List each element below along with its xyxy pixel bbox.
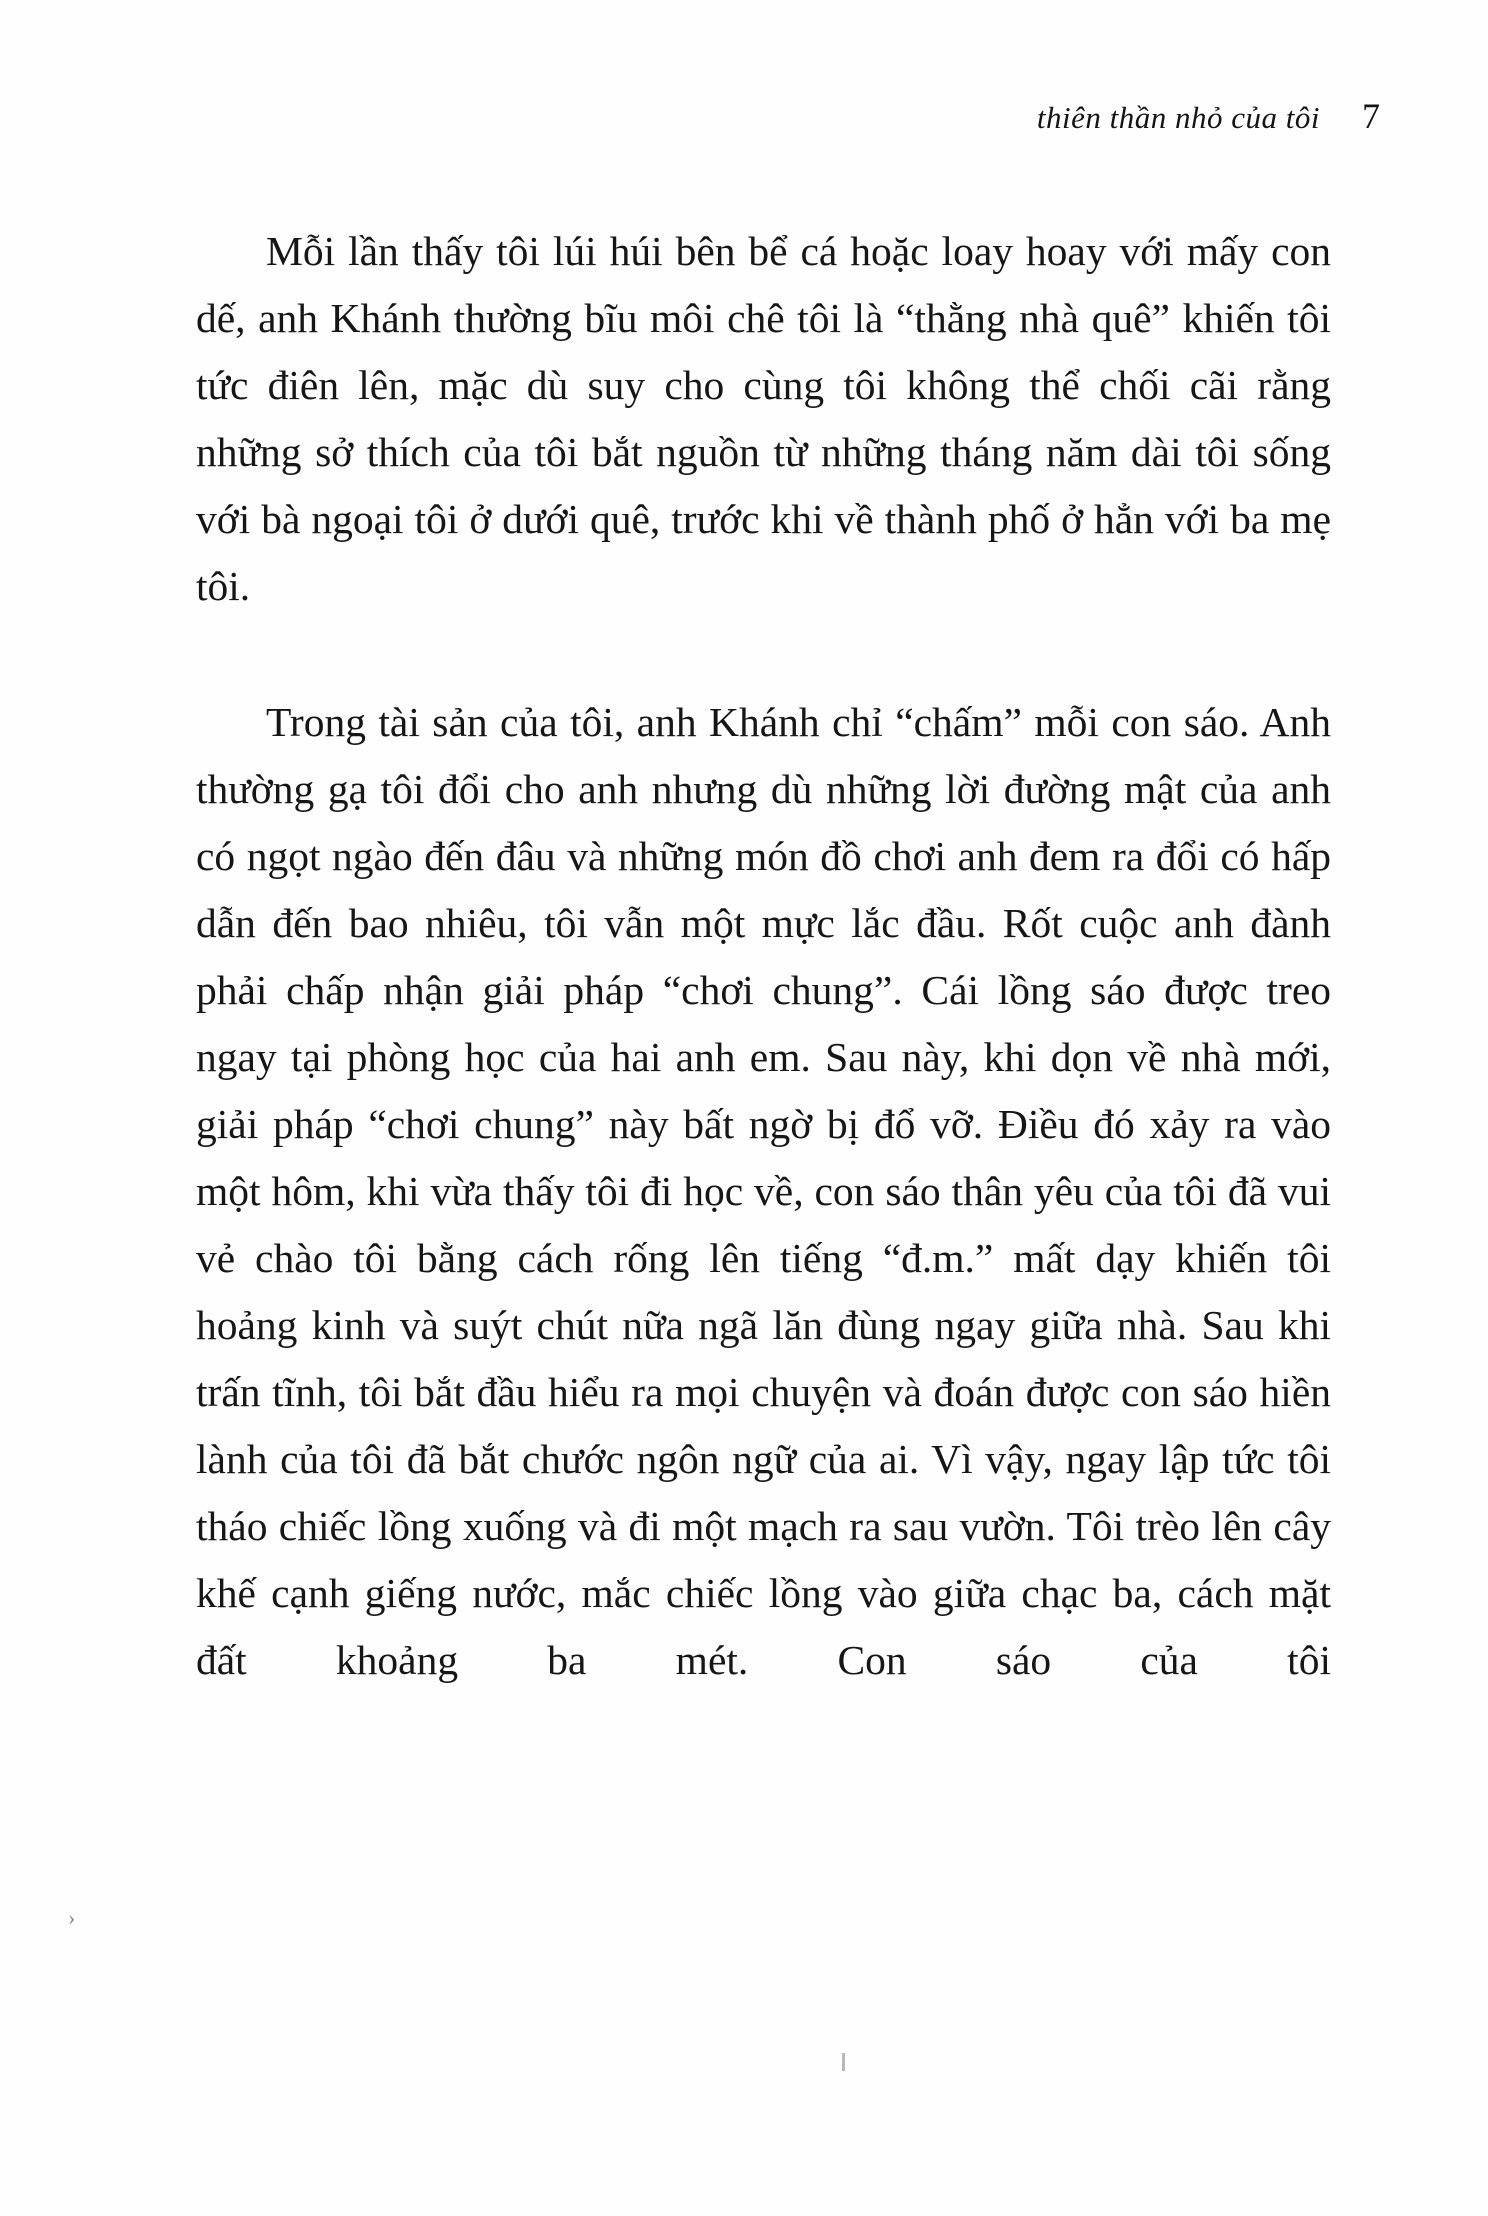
paragraph: Mỗi lần thấy tôi lúi húi bên bể cá hoặc loay hoay với mấy con dế, anh Khánh thường bĩu môi chê tôi là “thằng nhà quê” khiến tôi tức điên lên, mặc dù suy cho cùng tôi không thể chối cãi rằng những sở thích của tôi bắt nguồn từ những tháng năm dài tôi sống với bà ngoại tôi ở dưới quê, trước khi về thành phố ở hẳn với ba mẹ tôi.	[196, 228, 1331, 609]
body-text	[196, 218, 1331, 1763]
left-margin-mark: ›	[68, 1905, 76, 1930]
running-title: thiên thần nhỏ của tôi	[1036, 100, 1320, 135]
page-number: 7	[1362, 96, 1380, 136]
page-header	[0, 95, 1380, 137]
paragraph: Trong tài sản của tôi, anh Khánh chỉ “chấm” mỗi con sáo. Anh thường gạ tôi đổi cho anh nhưng dù những lời đường mật của anh có ngọt ngào đến đâu và những món đồ chơi anh đem ra đổi có hấp dẫn đến bao nhiêu, tôi vẫn một mực lắc đầu. Rốt cuộc anh đành phải chấp nhận giải pháp “chơi chung”. Cái lồng sáo được treo ngay tại phòng học của hai anh em. Sau này, khi dọn về nhà mới, giải pháp “chơi chung” này bất ngờ bị đổ vỡ. Điều đó xảy ra vào một hôm, khi vừa thấy tôi đi học về, con sáo thân yêu của tôi đã vui vẻ chào tôi bằng cách rống lên tiếng “đ.m.” mất dạy khiến tôi hoảng kinh và suýt chút nữa ngã lăn đùng ngay giữa nhà. Sau khi trấn tĩnh, tôi bắt đầu hiểu ra mọi chuyện và đoán được con sáo hiền lành của tôi đã bắt chước ngôn ngữ của ai. Vì vậy, ngay lập tức tôi tháo chiếc lồng xuống và đi một mạch ra sau vườn. Tôi trèo lên cây khế cạnh giếng nước, mắc chiếc lồng vào giữa chạc ba, cách mặt đất khoảng ba mét. Con sáo của tôi	[196, 699, 1331, 1683]
bottom-center-mark	[842, 2053, 845, 2071]
